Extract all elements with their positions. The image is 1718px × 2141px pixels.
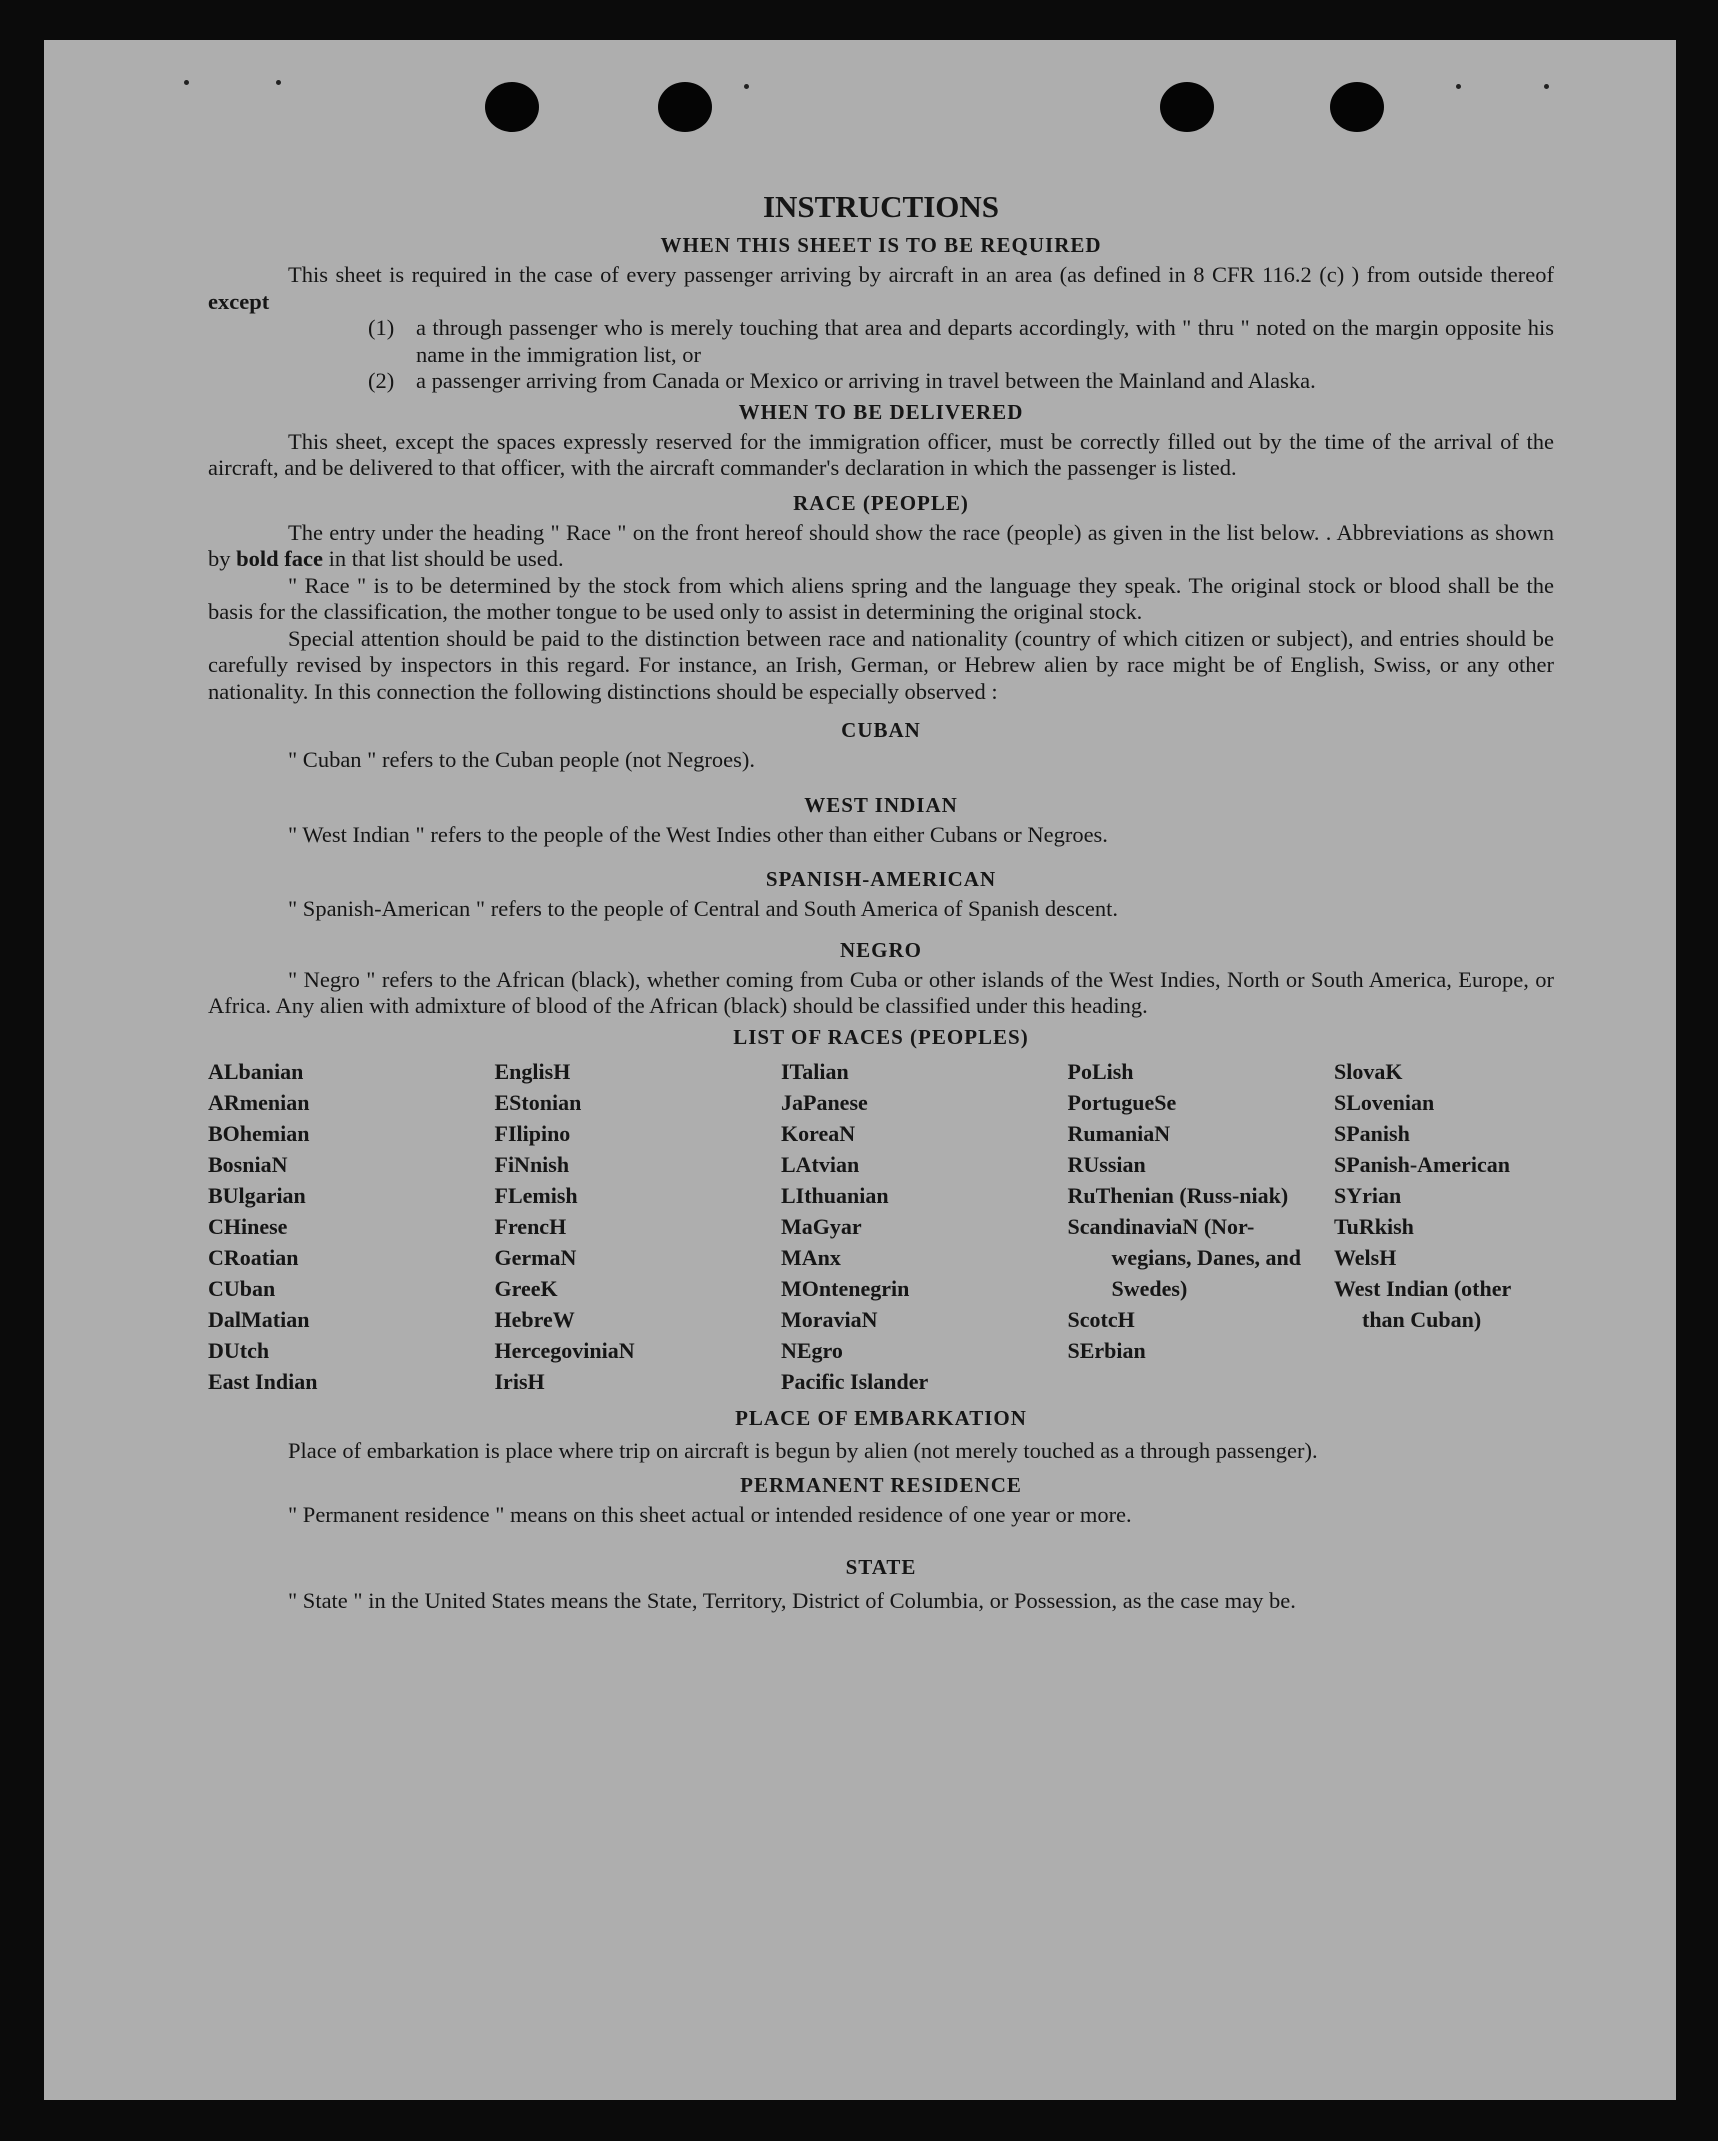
section-heading-negro: NEGRO [839,937,922,962]
speck [276,80,281,85]
race-entry: Pacific Islander [781,1368,929,1394]
section-heading-cuban: CUBAN [841,718,921,742]
race-entry: EStonian [494,1089,582,1115]
race-column-1 [208,1056,478,1397]
race-column-3 [781,1056,1051,1397]
race-entry: East Indian [208,1368,318,1394]
race-entry: GermaN [494,1244,577,1270]
race-entry: LIthuanian [781,1182,889,1208]
race-entry: ScotcH [1067,1306,1135,1332]
state-text: " State " in the United States means the State, Territory, District of Columbia, or Possession, as the case may be. [288,1588,1296,1613]
race-entry: BUlgarian [208,1182,306,1208]
race-entry: HebreW [494,1306,575,1332]
speck [184,80,189,85]
race-entry: NEgro [781,1337,843,1363]
section-heading-race: RACE (PEOPLE) [793,490,969,515]
race-entry: ALbanian [208,1058,304,1084]
race-entry: MAnx [781,1244,841,1270]
race-entry: LAtvian [781,1151,860,1177]
residence-text: " Permanent residence " means on this sheet actual or intended residence of one year or more. [288,1501,1132,1527]
race-entry: KoreaN [781,1120,856,1146]
section-heading-embarkation: PLACE OF EMBARKATION [735,1405,1027,1430]
race-entry: HercegoviniaN [494,1337,635,1363]
punch-hole [658,82,712,132]
race-entry: SlovaK [1334,1058,1403,1084]
race-entry: MoraviaN [781,1306,878,1332]
document-page [44,40,1676,2100]
section-heading-state: STATE [845,1555,917,1579]
race-entry: BosniaN [208,1151,288,1177]
page-title: INSTRUCTIONS [762,189,999,224]
section-heading-delivered: WHEN TO BE DELIVERED [738,399,1024,424]
race-entry: DalMatian [208,1306,310,1332]
exception-item-1: (1) a through passenger who is merely touching that area and departs accordingly, with " thru " noted on the margin opposite his name in the immigration list, or [368,315,1554,367]
race-entry: RuThenian (Russ-niak) [1067,1182,1289,1208]
race-entry: GreeK [494,1275,558,1301]
section-heading-list-of-races: LIST OF RACES (PEOPLES) [733,1024,1029,1049]
exception-item-2: (2) a passenger arriving from Canada or Mexico or arriving in travel between the Mainland and Alaska. [368,368,1316,393]
race-entry: SPanish [1334,1120,1410,1146]
race-entry: RumaniaN [1067,1120,1171,1146]
cuban-text: " Cuban " refers to the Cuban people (not Negroes). [288,747,755,772]
race-list [208,1056,1554,1397]
race-entry: CUban [208,1275,276,1301]
section-heading-west-indian: WEST INDIAN [804,792,958,817]
race-entry: FLemish [494,1182,578,1208]
race-entry: TuRkish [1334,1213,1414,1239]
race-entry: SErbian [1067,1337,1146,1363]
race-entry: RUssian [1067,1151,1146,1177]
spanish-american-text: " Spanish-American " refers to the people of Central and South America of Spanish descent. [288,896,1119,921]
race-entry: MOntenegrin [781,1275,910,1301]
speck [744,84,749,89]
race-column-5 [1334,1056,1554,1397]
embarkation-text: Place of embarkation is place where trip on aircraft is begun by alien (not merely touched as a through passenger). [288,1437,1318,1463]
punch-hole [485,82,539,132]
race-paragraph-1: The entry under the heading " Race " on the front hereof should show the race (people) as given in the list below. . Abbreviations as shown by bold face in that list should be used. [208,519,1554,571]
race-entry: ITalian [781,1058,849,1084]
race-entry: ScandinaviaN (Nor-wegians, Danes, and Swedes) [1067,1213,1301,1301]
race-entry: WelsH [1334,1244,1397,1270]
punch-hole [1330,82,1384,132]
race-entry: FiNnish [494,1151,570,1177]
race-entry: MaGyar [781,1213,862,1239]
instructions-content [208,186,1554,1617]
negro-text: " Negro " refers to the African (black), whether coming from Cuba or other islands of the West Indies, North or South America, Europe, or Africa. Any alien with admixture of blood of the African (black) should be classified under this heading. [208,966,1554,1018]
speck [1544,84,1549,89]
race-entry: BOhemian [208,1120,310,1146]
west-indian-text: " West Indian " refers to the people of the West Indies other than either Cubans or Negroes. [288,821,1108,847]
race-entry: SPanish-American [1334,1151,1510,1177]
speck [1456,84,1461,89]
required-intro: This sheet is required in the case of every passenger arriving by aircraft in an area (as defined in 8 CFR 116.2 (c) ) from outside thereof except [208,262,1554,314]
race-column-4 [1068,1056,1318,1397]
race-entry: EnglisH [494,1058,571,1084]
race-entry: IrisH [494,1368,545,1394]
section-heading-spanish-american: SPANISH-AMERICAN [765,867,997,891]
race-entry: ARmenian [208,1089,310,1115]
race-entry: PoLish [1067,1058,1134,1084]
race-entry: PortugueSe [1067,1089,1177,1115]
race-entry: FrencH [494,1213,567,1239]
section-heading-required: WHEN THIS SHEET IS TO BE REQUIRED [660,233,1102,257]
race-entry: SYrian [1334,1182,1402,1208]
race-entry: FIlipino [494,1120,571,1146]
section-heading-residence: PERMANENT RESIDENCE [740,1472,1022,1497]
race-paragraph-3: Special attention should be paid to the distinction between race and nationality (country of which citizen or subject), and entries should be carefully revised by inspectors in this regard. For instance, an Irish, German, or Hebrew alien by race might be of English, Swiss, or any other nationality. In this connection the following distinctions should be especially observed : [208,625,1554,704]
race-entry: JaPanese [781,1089,868,1115]
race-entry: SLovenian [1334,1089,1435,1115]
race-entry: West Indian (other than Cuban) [1334,1275,1511,1332]
race-entry: CHinese [208,1213,288,1239]
punch-hole [1160,82,1214,132]
race-column-2 [495,1056,765,1397]
race-entry: DUtch [208,1337,270,1363]
delivered-text: This sheet, except the spaces expressly reserved for the immigration officer, must be correctly filled out by the time of the arrival of the aircraft, and be delivered to that officer, with the aircraft commander's declaration in which the passenger is listed. [208,428,1554,480]
race-paragraph-2: " Race " is to be determined by the stock from which aliens spring and the language they speak. The original stock or blood shall be the basis for the classification, the mother tongue to be used only to assist in determining the original stock. [208,572,1554,624]
race-entry: CRoatian [208,1244,299,1270]
